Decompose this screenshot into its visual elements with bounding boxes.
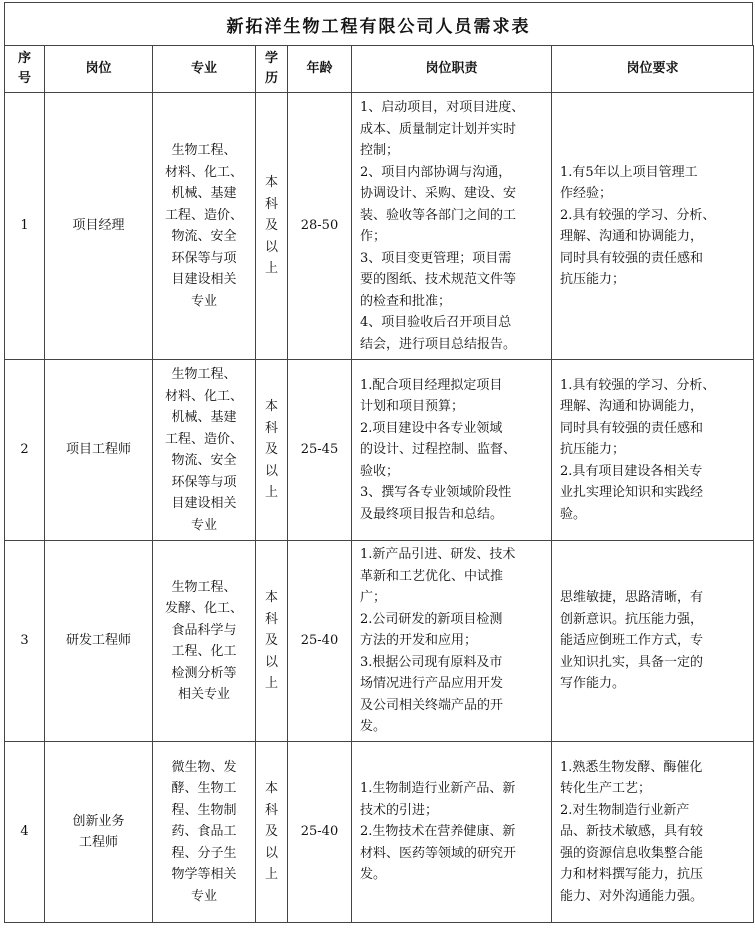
- cell-requirements: 1.具有较强的学习、分析、 理解、沟通和协调能力， 同时具有较强的责任感和 抗压能力； 2.具有项目建设各相关专 业扎实理论知识和实践经 验。: [552, 360, 754, 541]
- header-requirements: 岗位要求: [552, 46, 754, 93]
- cell-position: 项目工程师: [45, 360, 153, 541]
- table-row: [5, 541, 754, 742]
- table-row: [5, 742, 754, 923]
- cell-position: 项目经理: [45, 93, 153, 360]
- cell-education: 本 科 及 以 上: [256, 541, 288, 742]
- cell-requirements: 1.熟悉生物发酵、酶催化 转化生产工艺； 2.对生物制造行业新产 品、新技术敏感，具有较 强的资源信息收集整合能 力和材料撰写能力，抗压 能力、对外沟通能力强。: [552, 742, 754, 923]
- cell-position: 创新业务 工程师: [45, 742, 153, 923]
- cell-major: 生物工程、 材料、化工、 机械、基建 工程、造价、 物流、安全 环保等与项 目建设相关 专业: [153, 93, 256, 360]
- requirements-table: [4, 45, 754, 923]
- cell-seq: 4: [5, 742, 45, 923]
- cell-age: 25-40: [288, 541, 352, 742]
- header-row: [5, 46, 754, 93]
- header-duties: 岗位职责: [352, 46, 552, 93]
- page-title: 新拓洋生物工程有限公司人员需求表: [226, 16, 531, 37]
- header-major: 专业: [153, 46, 256, 93]
- header-position: 岗位: [45, 46, 153, 93]
- title-row: [4, 2, 753, 45]
- cell-duties: 1.新产品引进、研发、技术 革新和工艺优化、中试推 广； 2.公司研发的新项目检测 方法的开发和应用； 3.根据公司现有原料及市 场情况进行产品应用开发 及公司相关终端产品的开 发。: [352, 541, 552, 742]
- recruitment-sheet: [4, 2, 753, 923]
- cell-education: 本 科 及 以 上: [256, 360, 288, 541]
- cell-duties: 1、启动项目，对项目进度、 成本、质量制定计划并实时 控制； 2、项目内部协调与沟通， 协调设计、采购、建设、安 装、验收等各部门之间的工 作； 3、项目变更管理；项目需 要的图纸、技术规范文件等 的检查和批准； 4、项目验收后召开项目总 结会，进行项目总结报告。: [352, 93, 552, 360]
- cell-age: 25-45: [288, 360, 352, 541]
- cell-requirements: 1.有5年以上项目管理工 作经验； 2.具有较强的学习、分析、 理解、沟通和协调能力， 同时具有较强的责任感和 抗压能力；: [552, 93, 754, 360]
- cell-major: 生物工程、 材料、化工、 机械、基建 工程、造价、 物流、安全 环保等与项 目建设相关 专业: [153, 360, 256, 541]
- cell-seq: 3: [5, 541, 45, 742]
- cell-age: 25-40: [288, 742, 352, 923]
- cell-education: 本 科 及 以 上: [256, 93, 288, 360]
- cell-major: 微生物、发 酵、生物工 程、生物制 药、食品工 程、分子生 物学等相关 专业: [153, 742, 256, 923]
- cell-age: 28-50: [288, 93, 352, 360]
- cell-duties: 1.配合项目经理拟定项目 计划和项目预算； 2.项目建设中各专业领域 的设计、过程控制、监督、 验收； 3、撰写各专业领域阶段性 及最终项目报告和总结。: [352, 360, 552, 541]
- header-seq: 序 号: [5, 46, 45, 93]
- cell-position: 研发工程师: [45, 541, 153, 742]
- cell-requirements: 思维敏捷，思路清晰，有 创新意识。抗压能力强， 能适应倒班工作方式，专 业知识扎实，具备一定的 写作能力。: [552, 541, 754, 742]
- cell-duties: 1.生物制造行业新产品、新 技术的引进； 2.生物技术在营养健康、新 材料、医药等领域的研究开 发。: [352, 742, 552, 923]
- cell-major: 生物工程、 发酵、化工、 食品科学与 工程、化工 检测分析等 相关专业: [153, 541, 256, 742]
- cell-seq: 1: [5, 93, 45, 360]
- cell-seq: 2: [5, 360, 45, 541]
- table-row: [5, 93, 754, 360]
- header-education: 学 历: [256, 46, 288, 93]
- cell-education: 本 科 及 以 上: [256, 742, 288, 923]
- header-age: 年龄: [288, 46, 352, 93]
- table-row: [5, 360, 754, 541]
